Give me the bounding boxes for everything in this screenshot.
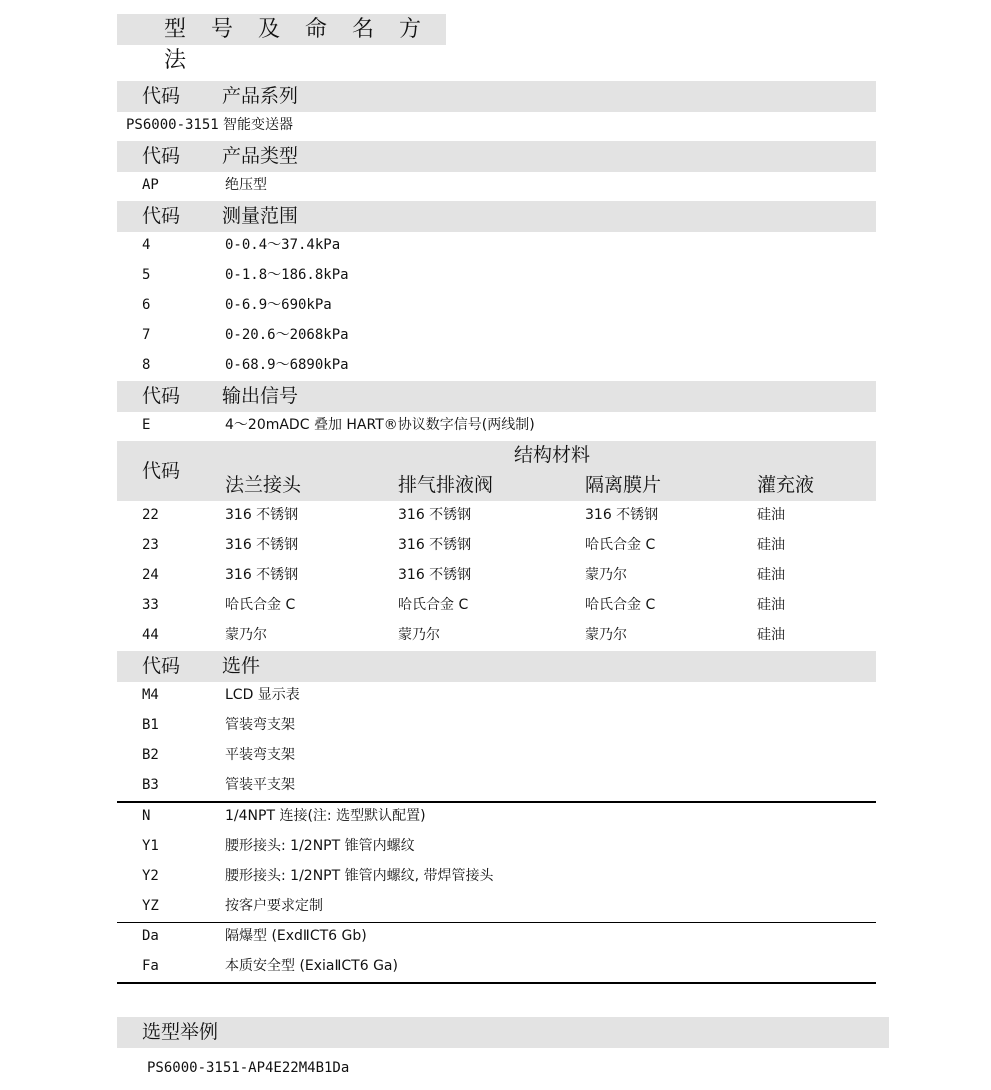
material-cell: 硅油 xyxy=(757,627,785,643)
material-code: 33 xyxy=(142,597,159,613)
option-desc: 管装弯支架 xyxy=(225,717,295,733)
material-cell: 硅油 xyxy=(757,597,785,613)
material-col-diaphragm: 隔离膜片 xyxy=(585,474,662,496)
example-value: PS6000-3151-AP4E22M4B1Da xyxy=(147,1060,350,1076)
material-cell: 316 不锈钢 xyxy=(398,507,472,523)
material-cell: 蒙乃尔 xyxy=(225,627,267,643)
material-code: 24 xyxy=(142,567,159,583)
range-code: 6 xyxy=(142,297,151,313)
range-desc: 0-0.4～37.4kPa xyxy=(225,237,341,253)
options-heading: 选件 xyxy=(222,655,261,677)
range-code: 8 xyxy=(142,357,151,373)
material-cell: 316 不锈钢 xyxy=(225,507,299,523)
divider xyxy=(117,982,876,984)
option-code: Y1 xyxy=(142,838,159,854)
range-desc: 0-68.9～6890kPa xyxy=(225,357,349,373)
range-desc: 0-6.9～690kPa xyxy=(225,297,332,313)
code-label: 代码 xyxy=(142,205,181,227)
code-label: 代码 xyxy=(142,385,181,407)
code-label: 代码 xyxy=(142,145,181,167)
option-code: Fa xyxy=(142,958,159,974)
material-cell: 316 不锈钢 xyxy=(225,567,299,583)
material-col-fill-fluid: 灌充液 xyxy=(757,474,815,496)
output-desc: 4～20mADC 叠加 HART®协议数字信号(两线制) xyxy=(225,417,535,433)
option-desc: 隔爆型 (ExdⅡCT6 Gb) xyxy=(225,928,367,944)
code-label: 代码 xyxy=(142,460,181,482)
option-desc: 本质安全型 (ExiaⅡCT6 Ga) xyxy=(225,958,398,974)
series-desc: 智能变送器 xyxy=(223,117,293,133)
range-desc: 0-20.6～2068kPa xyxy=(225,327,349,343)
output-code: E xyxy=(142,417,151,433)
material-cell: 蒙乃尔 xyxy=(585,627,627,643)
material-cell: 蒙乃尔 xyxy=(398,627,440,643)
code-label: 代码 xyxy=(142,85,181,107)
material-code: 23 xyxy=(142,537,159,553)
material-cell: 316 不锈钢 xyxy=(398,567,472,583)
material-cell: 316 不锈钢 xyxy=(585,507,659,523)
material-cell: 硅油 xyxy=(757,537,785,553)
section-header-options xyxy=(117,651,876,682)
section-header-range xyxy=(117,201,876,232)
option-desc: 腰形接头: 1/2NPT 锥管内螺纹, 带焊管接头 xyxy=(225,868,494,884)
option-code: B1 xyxy=(142,717,159,733)
section-header-type xyxy=(117,141,876,172)
option-desc: 管装平支架 xyxy=(225,777,295,793)
example-heading: 选型举例 xyxy=(142,1021,219,1043)
option-desc: 按客户要求定制 xyxy=(225,898,323,914)
option-code: YZ xyxy=(142,898,159,914)
option-code: N xyxy=(142,808,151,824)
range-desc: 0-1.8～186.8kPa xyxy=(225,267,349,283)
option-desc: 1/4NPT 连接(注: 选型默认配置) xyxy=(225,808,426,824)
range-code: 4 xyxy=(142,237,151,253)
range-code: 5 xyxy=(142,267,151,283)
series-heading: 产品系列 xyxy=(222,85,299,107)
section-header-series xyxy=(117,81,876,112)
type-desc: 绝压型 xyxy=(225,177,267,193)
material-code: 44 xyxy=(142,627,159,643)
material-cell: 硅油 xyxy=(757,507,785,523)
option-code: Y2 xyxy=(142,868,159,884)
material-code: 22 xyxy=(142,507,159,523)
option-code: Da xyxy=(142,928,159,944)
series-code: PS6000-3151 xyxy=(126,117,219,133)
type-heading: 产品类型 xyxy=(222,145,299,167)
material-group-heading: 结构材料 xyxy=(514,444,591,466)
option-desc: 平装弯支架 xyxy=(225,747,295,763)
section-header-output xyxy=(117,381,876,412)
option-desc: 腰形接头: 1/2NPT 锥管内螺纹 xyxy=(225,838,415,854)
page-title: 型 号 及 命 名 方 法 xyxy=(164,17,430,73)
material-cell: 哈氏合金 C xyxy=(398,597,469,613)
material-col-flange: 法兰接头 xyxy=(225,474,302,496)
option-code: B2 xyxy=(142,747,159,763)
code-label: 代码 xyxy=(142,655,181,677)
type-code: AP xyxy=(142,177,159,193)
material-cell: 哈氏合金 C xyxy=(585,537,656,553)
material-cell: 316 不锈钢 xyxy=(225,537,299,553)
section-header-example xyxy=(117,1017,889,1048)
range-heading: 测量范围 xyxy=(222,205,299,227)
option-code: M4 xyxy=(142,687,159,703)
material-col-vent-valve: 排气排液阀 xyxy=(398,474,494,496)
material-cell: 哈氏合金 C xyxy=(585,597,656,613)
material-cell: 哈氏合金 C xyxy=(225,597,296,613)
page-title-bar xyxy=(117,14,446,73)
section-header-material xyxy=(117,441,876,501)
range-code: 7 xyxy=(142,327,151,343)
option-code: B3 xyxy=(142,777,159,793)
material-cell: 316 不锈钢 xyxy=(398,537,472,553)
output-heading: 输出信号 xyxy=(222,385,299,407)
material-cell: 硅油 xyxy=(757,567,785,583)
material-cell: 蒙乃尔 xyxy=(585,567,627,583)
option-desc: LCD 显示表 xyxy=(225,687,300,703)
